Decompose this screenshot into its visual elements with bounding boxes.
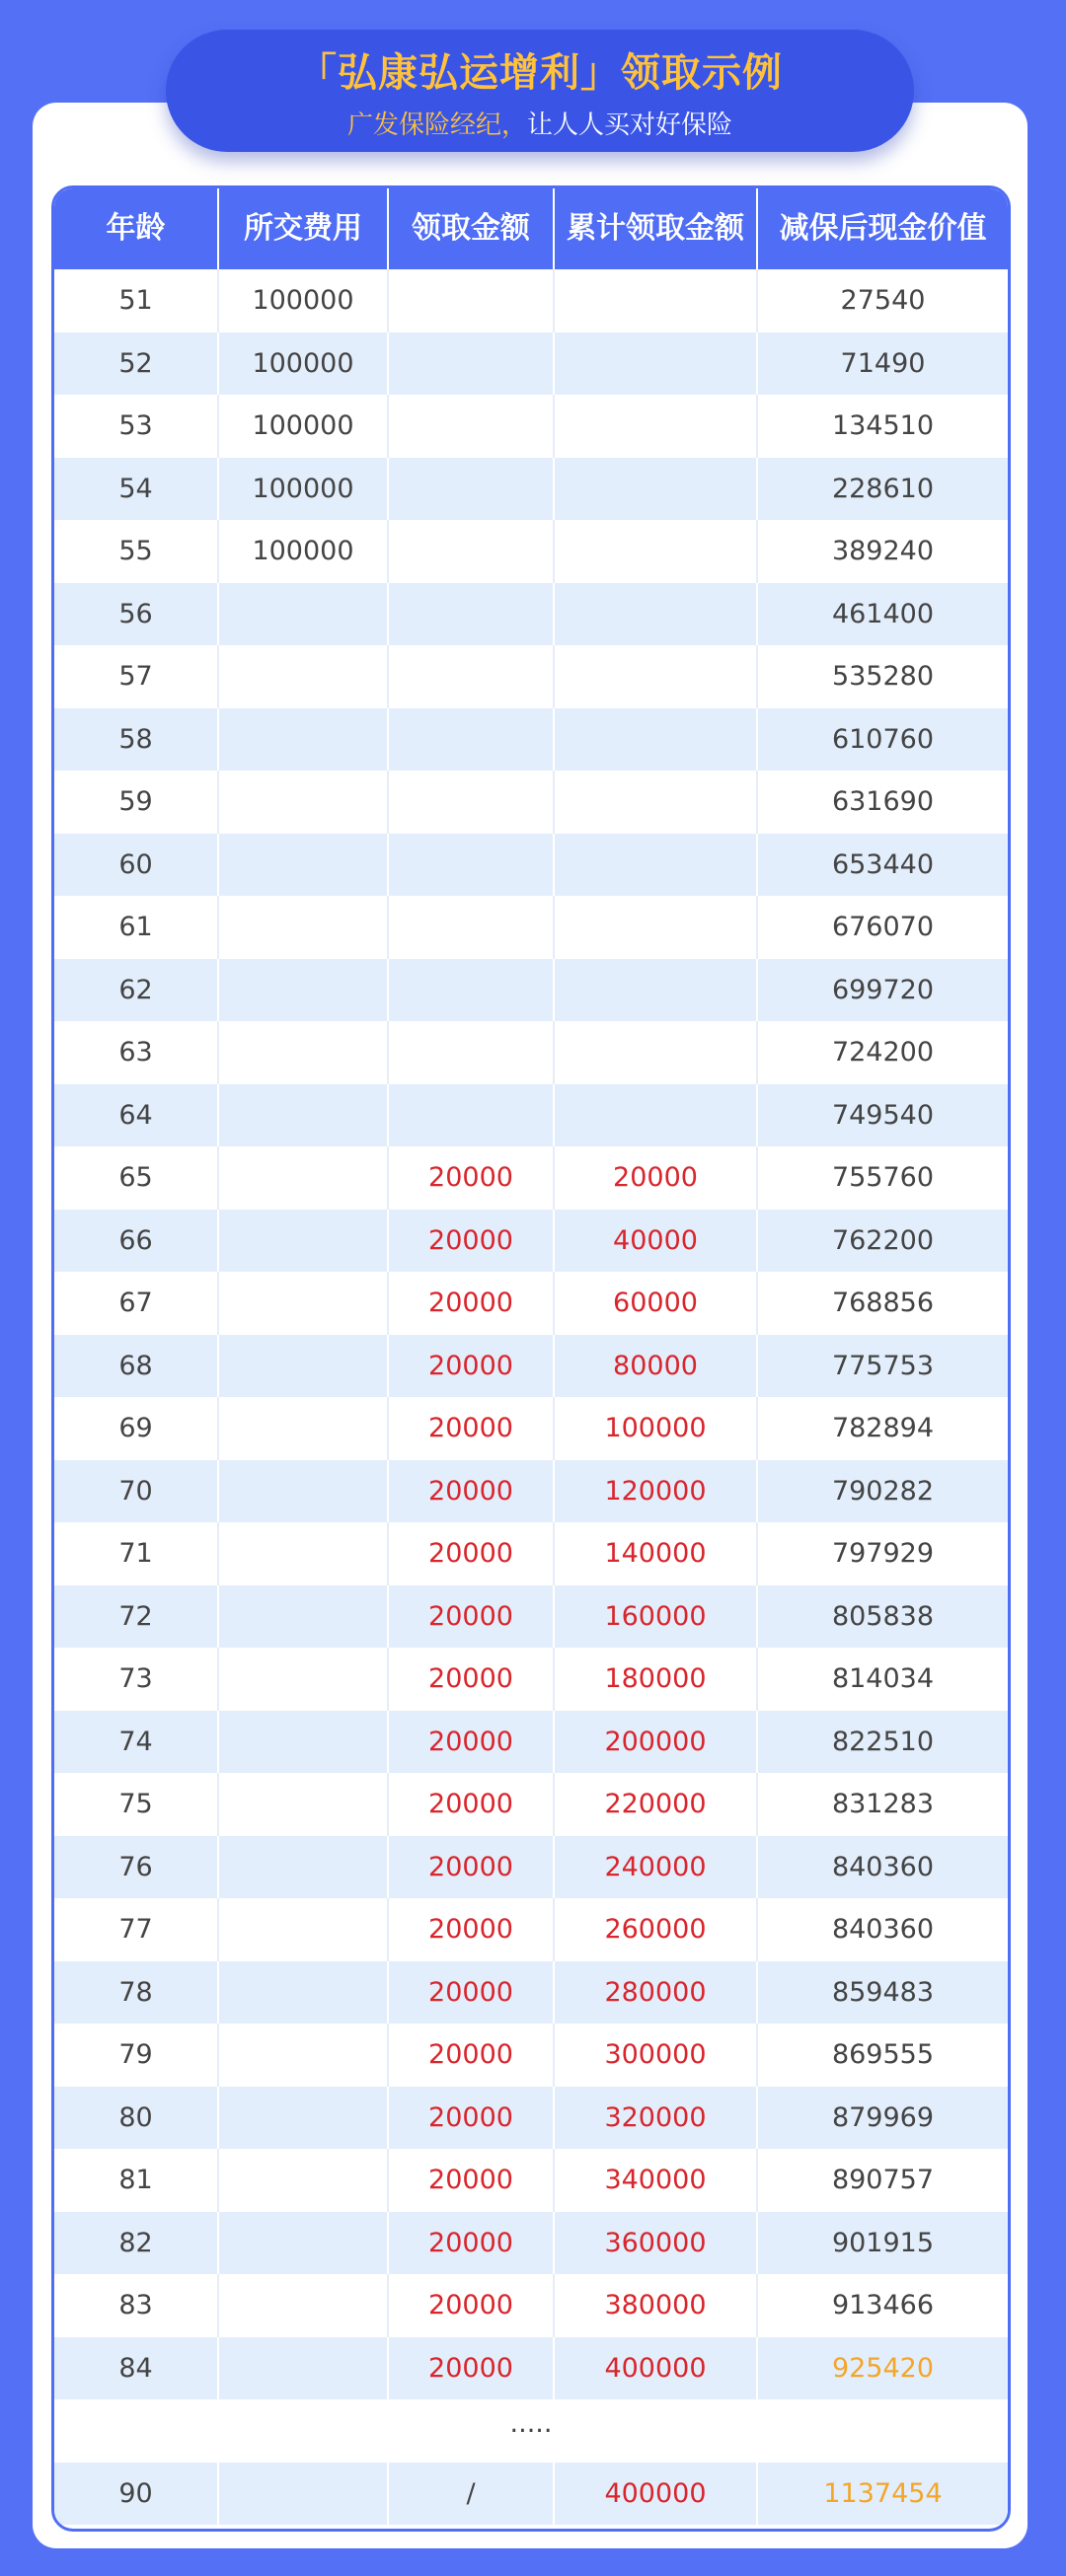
cell-cumulative: 400000	[555, 2463, 758, 2526]
banner-slogan: 让人人买对好保险	[527, 110, 733, 140]
cell-premium: 100000	[219, 520, 389, 583]
table-row	[54, 2087, 1008, 2150]
cell-withdrawal	[389, 1021, 555, 1084]
cell-cash-value: 631690	[831, 786, 935, 817]
table-row	[54, 645, 1008, 708]
cell-age: 53	[54, 395, 219, 458]
cell-cash-value: 768856	[831, 1288, 935, 1318]
cell-premium	[219, 708, 389, 772]
cell-cumulative: 80000	[555, 1335, 758, 1398]
cell-age: 79	[54, 2024, 219, 2087]
banner-title: 「弘康弘运增利」领取示例	[297, 50, 783, 96]
cell-cash-value: 610760	[831, 723, 935, 755]
cell-cash-value: 762200	[831, 1224, 935, 1256]
cell-cash-value: 901915	[831, 2227, 935, 2258]
cell-premium	[219, 1272, 389, 1335]
table-row	[54, 2274, 1008, 2337]
cell-premium	[219, 583, 389, 646]
cell-age: 81	[54, 2149, 219, 2212]
header-cumulative-withdrawal: 累计领取金额	[555, 188, 758, 269]
cell-cumulative: 380000	[555, 2274, 758, 2337]
cell-age: 78	[54, 1961, 219, 2024]
cell-cash-value: 653440	[831, 848, 935, 880]
cell-age: 90	[54, 2463, 219, 2526]
cell-cumulative	[555, 520, 758, 583]
header-premium-paid: 所交费用	[219, 188, 389, 269]
cell-age: 77	[54, 1898, 219, 1961]
cell-withdrawal: 20000	[389, 2337, 555, 2400]
table-row	[54, 1836, 1008, 1899]
cell-cash-value: 814034	[831, 1663, 935, 1694]
table-row	[54, 520, 1008, 583]
cell-cumulative: 180000	[555, 1648, 758, 1711]
title-banner	[166, 30, 914, 152]
cell-cumulative	[555, 959, 758, 1022]
table-row	[54, 959, 1008, 1022]
cell-withdrawal: 20000	[389, 1898, 555, 1961]
cell-premium	[219, 2337, 389, 2400]
cell-cumulative	[555, 583, 758, 646]
cell-cash-value: 890757	[831, 2165, 935, 2195]
cell-withdrawal	[389, 520, 555, 583]
cell-cash-value: 1137454	[823, 2477, 943, 2509]
cell-cumulative: 40000	[555, 1210, 758, 1273]
cell-withdrawal: 20000	[389, 1585, 555, 1649]
cell-withdrawal: 20000	[389, 1961, 555, 2024]
cell-premium	[219, 1335, 389, 1398]
cell-withdrawal: 20000	[389, 2087, 555, 2150]
cell-age: 69	[54, 1397, 219, 1460]
cell-withdrawal	[389, 395, 555, 458]
cell-withdrawal: 20000	[389, 2274, 555, 2337]
cell-cumulative: 320000	[555, 2087, 758, 2150]
table-header	[54, 188, 1008, 269]
cell-age: 84	[54, 2337, 219, 2400]
table-row	[54, 1146, 1008, 1210]
cell-cash-value: 805838	[831, 1600, 935, 1632]
cell-premium	[219, 1648, 389, 1711]
cell-age: 82	[54, 2212, 219, 2275]
cell-premium	[219, 1585, 389, 1649]
cell-withdrawal: 20000	[389, 1335, 555, 1398]
cell-premium	[219, 1773, 389, 1836]
banner-brand: 广发保险经纪，	[346, 110, 527, 140]
cell-age: 68	[54, 1335, 219, 1398]
banner-subtitle	[166, 105, 914, 141]
cell-age: 57	[54, 645, 219, 708]
header-cash-value: 减保后现金价值	[779, 211, 987, 246]
cell-age: 75	[54, 1773, 219, 1836]
cell-cash-value: 822510	[831, 1726, 935, 1757]
cell-cumulative: 400000	[555, 2337, 758, 2400]
cell-withdrawal: 20000	[389, 1272, 555, 1335]
cell-age: 64	[54, 1084, 219, 1147]
cell-premium	[219, 1397, 389, 1460]
cell-cumulative: 300000	[555, 2024, 758, 2087]
table-row	[54, 1272, 1008, 1335]
cell-cumulative: 280000	[555, 1961, 758, 2024]
cell-cumulative	[555, 645, 758, 708]
cell-premium	[219, 1711, 389, 1774]
cell-premium: 100000	[219, 395, 389, 458]
table-body	[54, 269, 1008, 2525]
cell-age: 63	[54, 1021, 219, 1084]
cell-premium	[219, 1210, 389, 1273]
cell-age: 66	[54, 1210, 219, 1273]
cell-age: 54	[54, 458, 219, 521]
cell-age: 51	[54, 269, 219, 332]
cell-cash-value: 869555	[831, 2039, 935, 2070]
cell-premium	[219, 645, 389, 708]
cell-withdrawal	[389, 896, 555, 959]
table-row	[54, 1460, 1008, 1523]
cell-premium	[219, 1961, 389, 2024]
cell-age: 52	[54, 332, 219, 396]
table-row	[54, 834, 1008, 897]
cell-cash-value: 879969	[831, 2101, 935, 2133]
cell-premium: 100000	[219, 332, 389, 396]
cell-cash-value: 535280	[831, 661, 935, 692]
cell-cumulative: 360000	[555, 2212, 758, 2275]
cell-withdrawal: 20000	[389, 1522, 555, 1585]
table-row	[54, 1648, 1008, 1711]
cell-age: 73	[54, 1648, 219, 1711]
table-row	[54, 583, 1008, 646]
cell-withdrawal	[389, 583, 555, 646]
cell-premium	[219, 2463, 389, 2526]
cell-cash-value: 797929	[831, 1538, 935, 1569]
table-row	[54, 395, 1008, 458]
cell-premium	[219, 1836, 389, 1899]
cell-age: 83	[54, 2274, 219, 2337]
cell-cumulative	[555, 269, 758, 332]
cell-cumulative: 100000	[555, 1397, 758, 1460]
table-row	[54, 2024, 1008, 2087]
cell-withdrawal	[389, 1084, 555, 1147]
table-row	[54, 1898, 1008, 1961]
cell-age: 65	[54, 1146, 219, 1210]
table-row	[54, 1397, 1008, 1460]
cell-withdrawal	[389, 332, 555, 396]
cell-cumulative: 60000	[555, 1272, 758, 1335]
cell-premium	[219, 1021, 389, 1084]
cell-withdrawal	[389, 269, 555, 332]
cell-premium	[219, 1898, 389, 1961]
cell-withdrawal	[389, 708, 555, 772]
cell-withdrawal	[389, 834, 555, 897]
cell-cash-value: 913466	[831, 2290, 935, 2320]
cell-cash-value: 782894	[831, 1413, 935, 1443]
cell-cumulative	[555, 834, 758, 897]
cell-cash-value: 389240	[831, 536, 935, 566]
table-row	[54, 1335, 1008, 1398]
table-row	[54, 1773, 1008, 1836]
header-age: 年龄	[54, 188, 219, 269]
cell-cumulative: 140000	[555, 1522, 758, 1585]
cell-age: 74	[54, 1711, 219, 1774]
table-row	[54, 332, 1008, 396]
table-row	[54, 2149, 1008, 2212]
cell-cash-value: 755760	[831, 1162, 935, 1193]
table-row	[54, 708, 1008, 772]
cell-age: 62	[54, 959, 219, 1022]
cell-cash-value: 71490	[840, 347, 926, 379]
cell-age: 55	[54, 520, 219, 583]
cell-cash-value: 676070	[831, 912, 935, 942]
cell-premium	[219, 1460, 389, 1523]
cell-cash-value: 790282	[831, 1475, 935, 1507]
cell-cash-value: 775753	[831, 1350, 935, 1381]
table-row	[54, 1522, 1008, 1585]
cell-cumulative: 200000	[555, 1711, 758, 1774]
table-row	[54, 1021, 1008, 1084]
table-row	[54, 896, 1008, 959]
cell-withdrawal: 20000	[389, 1773, 555, 1836]
cell-age: 67	[54, 1272, 219, 1335]
cell-cash-value: 925420	[831, 2352, 935, 2384]
cell-cash-value: 699720	[831, 974, 935, 1005]
cell-withdrawal: 20000	[389, 1460, 555, 1523]
table-row	[54, 1961, 1008, 2024]
cell-cumulative: 160000	[555, 1585, 758, 1649]
cell-premium	[219, 2024, 389, 2087]
cell-cumulative: 260000	[555, 1898, 758, 1961]
cell-withdrawal: 20000	[389, 2212, 555, 2275]
cell-cumulative	[555, 332, 758, 396]
cell-age: 80	[54, 2087, 219, 2150]
cell-cash-value: 831283	[831, 1789, 935, 1819]
cell-age: 56	[54, 583, 219, 646]
cell-premium: 100000	[219, 269, 389, 332]
cell-age: 76	[54, 1836, 219, 1899]
cell-premium	[219, 896, 389, 959]
cell-withdrawal: 20000	[389, 1397, 555, 1460]
cell-premium	[219, 2212, 389, 2275]
cell-age: 71	[54, 1522, 219, 1585]
cell-withdrawal: /	[389, 2463, 555, 2526]
table-row	[54, 771, 1008, 834]
table-row	[54, 458, 1008, 521]
table-row	[54, 2337, 1008, 2400]
cell-cumulative: 340000	[555, 2149, 758, 2212]
cell-cumulative	[555, 708, 758, 772]
cell-premium	[219, 2149, 389, 2212]
table-row	[54, 2212, 1008, 2275]
cell-withdrawal	[389, 771, 555, 834]
cell-premium	[219, 2274, 389, 2337]
cell-withdrawal: 20000	[389, 1648, 555, 1711]
cell-withdrawal: 20000	[389, 2149, 555, 2212]
cell-withdrawal	[389, 645, 555, 708]
cell-premium	[219, 959, 389, 1022]
cell-withdrawal	[389, 959, 555, 1022]
cell-premium	[219, 2087, 389, 2150]
benefit-table	[51, 185, 1011, 2532]
cell-cash-value: 27540	[840, 285, 926, 316]
table-row	[54, 269, 1008, 332]
cell-cumulative	[555, 395, 758, 458]
header-withdrawal-amount: 领取金额	[389, 188, 555, 269]
cell-age: 58	[54, 708, 219, 772]
table-row	[54, 2463, 1008, 2526]
cell-age: 61	[54, 896, 219, 959]
cell-cumulative: 120000	[555, 1460, 758, 1523]
table-row	[54, 1711, 1008, 1774]
cell-cumulative	[555, 1084, 758, 1147]
cell-cash-value: 749540	[831, 1099, 935, 1131]
cell-premium	[219, 1084, 389, 1147]
cell-withdrawal	[389, 458, 555, 521]
cell-cash-value: 134510	[831, 410, 935, 441]
cell-premium	[219, 1522, 389, 1585]
cell-cash-value: 840360	[831, 1914, 935, 1945]
cell-age: 72	[54, 1585, 219, 1649]
cell-cumulative	[555, 1021, 758, 1084]
cell-withdrawal: 20000	[389, 1146, 555, 1210]
table-row	[54, 1585, 1008, 1649]
cell-premium	[219, 834, 389, 897]
cell-withdrawal: 20000	[389, 1836, 555, 1899]
cell-cumulative: 20000	[555, 1146, 758, 1210]
cell-cash-value: 859483	[831, 1976, 935, 2008]
cell-age: 59	[54, 771, 219, 834]
cell-withdrawal: 20000	[389, 2024, 555, 2087]
cell-cash-value: 228610	[831, 473, 935, 504]
cell-premium: 100000	[219, 458, 389, 521]
table-row	[54, 1084, 1008, 1147]
cell-cumulative	[555, 771, 758, 834]
cell-withdrawal: 20000	[389, 1210, 555, 1273]
cell-cumulative: 240000	[555, 1836, 758, 1899]
cell-cash-value: 461400	[831, 598, 935, 629]
table-row	[54, 1210, 1008, 1273]
cell-cumulative: 220000	[555, 1773, 758, 1836]
cell-cumulative	[555, 896, 758, 959]
cell-premium	[219, 771, 389, 834]
cell-cash-value: 724200	[831, 1037, 935, 1067]
cell-withdrawal: 20000	[389, 1711, 555, 1774]
cell-premium	[219, 1146, 389, 1210]
cell-cash-value: 840360	[831, 1851, 935, 1882]
cell-age: 60	[54, 834, 219, 897]
ellipsis-row: .....	[509, 2408, 553, 2439]
cell-age: 70	[54, 1460, 219, 1523]
cell-cumulative	[555, 458, 758, 521]
